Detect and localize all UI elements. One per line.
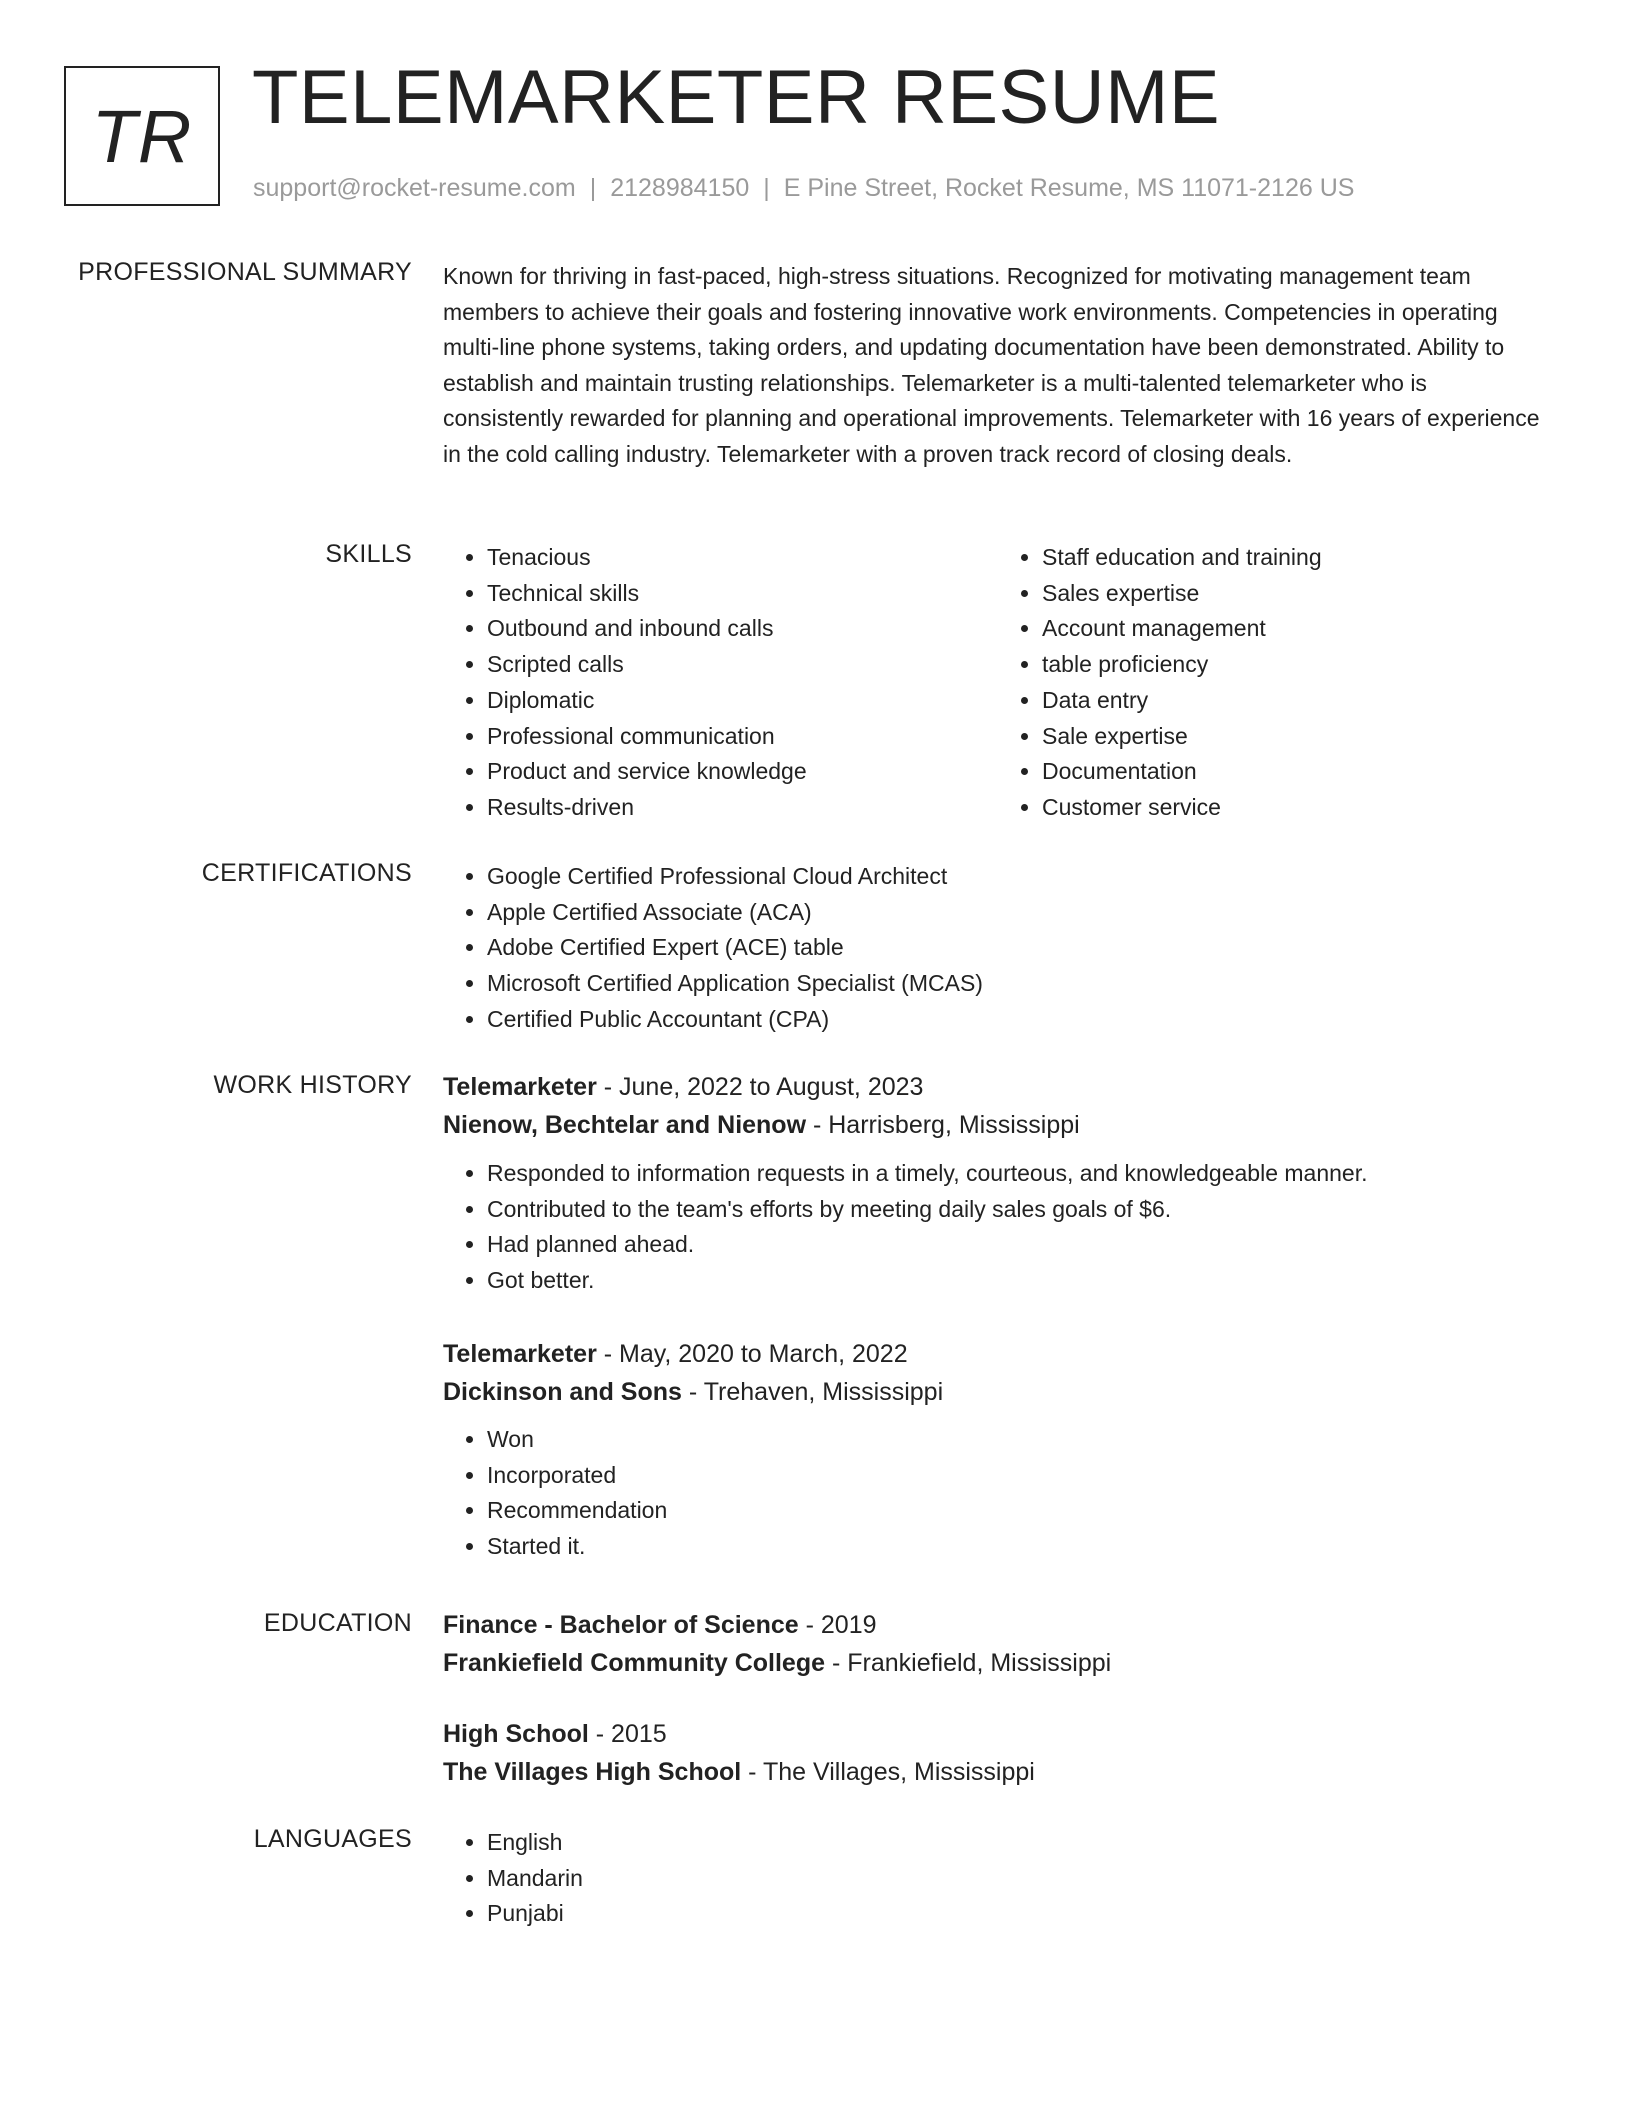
- monogram-badge: TR: [64, 66, 220, 206]
- education-entry: [443, 1715, 1553, 1791]
- contact-phone[interactable]: 2128984150: [610, 174, 750, 202]
- education-school-line: [443, 1644, 1553, 1682]
- certification-item: • Apple Certified Associate (ACA): [487, 895, 1553, 931]
- skill-item: • Technical skills: [487, 576, 998, 612]
- job-entry: [443, 1068, 1553, 1299]
- job-location: - Harrisberg, Mississippi: [806, 1111, 1080, 1139]
- job-company: Nienow, Bechtelar and Nienow: [443, 1111, 807, 1139]
- job-duty-item: • Contributed to the team's efforts by meeting daily sales goals of $6.: [487, 1192, 1553, 1228]
- contact-address: E Pine Street, Rocket Resume, MS 11071-2126 US: [783, 174, 1355, 202]
- job-dates: - May, 2020 to March, 2022: [596, 1340, 908, 1368]
- certifications-list: [443, 859, 1553, 1038]
- skills-list-right: [998, 540, 1553, 826]
- resume-title: TELEMARKETER RESUME: [252, 55, 1221, 140]
- section-label-work-history: WORK HISTORY: [213, 1071, 412, 1099]
- education-school: The Villages High School: [443, 1758, 742, 1786]
- certifications-body: [443, 859, 1553, 1038]
- education-location: - Frankiefield, Mississippi: [825, 1649, 1112, 1677]
- job-duty-item: • Started it.: [487, 1529, 1553, 1565]
- job-entry: [443, 1335, 1553, 1565]
- certification-item: • Google Certified Professional Cloud Architect: [487, 859, 1553, 895]
- job-duty-item: • Responded to information requests in a timely, courteous, and knowledgeable manner.: [487, 1156, 1553, 1192]
- section-label-summary: PROFESSIONAL SUMMARY: [78, 258, 412, 286]
- job-title-line: [443, 1335, 1553, 1373]
- skill-item: • Product and service knowledge: [487, 754, 998, 790]
- job-duty-item: • Incorporated: [487, 1458, 1553, 1494]
- job-company-line: [443, 1106, 1553, 1144]
- job-company-line: [443, 1373, 1553, 1411]
- section-label-certifications: CERTIFICATIONS: [201, 859, 412, 887]
- education-school: Frankiefield Community College: [443, 1649, 826, 1677]
- contact-separator: |: [763, 174, 770, 202]
- section-label-skills: SKILLS: [325, 540, 412, 568]
- language-item: • Punjabi: [487, 1896, 1553, 1932]
- job-title-line: [443, 1068, 1553, 1106]
- certification-item: • Microsoft Certified Application Specialist (MCAS): [487, 966, 1553, 1002]
- skill-item: • Documentation: [1042, 754, 1553, 790]
- job-company: Dickinson and Sons: [443, 1378, 682, 1406]
- skill-item: • Scripted calls: [487, 647, 998, 683]
- job-title: Telemarketer: [443, 1073, 597, 1101]
- job-duty-item: • Got better.: [487, 1263, 1553, 1299]
- skills-columns: [443, 540, 1553, 826]
- job-location: - Trehaven, Mississippi: [681, 1378, 944, 1406]
- education-year: - 2015: [588, 1720, 667, 1748]
- education-degree: High School: [443, 1720, 589, 1748]
- job-dates: - June, 2022 to August, 2023: [596, 1073, 924, 1101]
- education-degree: Finance - Bachelor of Science: [443, 1611, 799, 1639]
- education-entry: [443, 1606, 1553, 1682]
- skill-item: • Outbound and inbound calls: [487, 611, 998, 647]
- contact-separator: |: [589, 174, 597, 202]
- section-label-education: EDUCATION: [263, 1609, 412, 1637]
- skill-item: • Results-driven: [487, 790, 998, 826]
- skill-item: • Account management: [1042, 611, 1553, 647]
- skill-item: • Diplomatic: [487, 683, 998, 719]
- skills-list-left: [443, 540, 998, 826]
- skill-item: • Tenacious: [487, 540, 998, 576]
- certification-item: • Certified Public Accountant (CPA): [487, 1002, 1553, 1038]
- job-duties-list: [443, 1156, 1553, 1299]
- job-duty-item: • Had planned ahead.: [487, 1227, 1553, 1263]
- contact-email[interactable]: support@rocket-resume.com: [253, 174, 576, 202]
- job-duty-item: • Won: [487, 1422, 1553, 1458]
- job-title: Telemarketer: [443, 1340, 597, 1368]
- section-label-languages: LANGUAGES: [253, 1825, 412, 1853]
- skill-item: • Sale expertise: [1042, 719, 1553, 755]
- skill-item: • Sales expertise: [1042, 576, 1553, 612]
- education-school-line: [443, 1753, 1553, 1791]
- education-degree-line: [443, 1715, 1553, 1753]
- education-location: - The Villages, Mississippi: [741, 1758, 1035, 1786]
- language-item: • Mandarin: [487, 1861, 1553, 1897]
- education-year: - 2019: [798, 1611, 877, 1639]
- job-duties-list: [443, 1422, 1553, 1565]
- job-duty-item: • Recommendation: [487, 1493, 1553, 1529]
- contact-line: [253, 174, 1354, 203]
- skill-item: • Data entry: [1042, 683, 1553, 719]
- certification-item: • Adobe Certified Expert (ACE) table: [487, 930, 1553, 966]
- skill-item: • table proficiency: [1042, 647, 1553, 683]
- languages-body: [443, 1825, 1553, 1932]
- summary-text: Known for thriving in fast-paced, high-stress situations. Recognized for motivating management team members to achieve their goals and fostering innovative work environments. Competencies in operating multi-line phone systems, taking orders, and updating documentation have been demonstrated. Ability to establish and maintain trusting relationships. Telemarketer is a multi-talented telemarketer who is consistently rewarded for planning and operational improvements. Telemarketer with 16 years of experience in the cold calling industry. Telemarketer with a proven track record of closing deals.: [443, 263, 1540, 467]
- skill-item: • Professional communication: [487, 719, 998, 755]
- language-item: • English: [487, 1825, 1553, 1861]
- skill-item: • Staff education and training: [1042, 540, 1553, 576]
- languages-list: [443, 1825, 1553, 1932]
- skill-item: • Customer service: [1042, 790, 1553, 826]
- education-degree-line: [443, 1606, 1553, 1644]
